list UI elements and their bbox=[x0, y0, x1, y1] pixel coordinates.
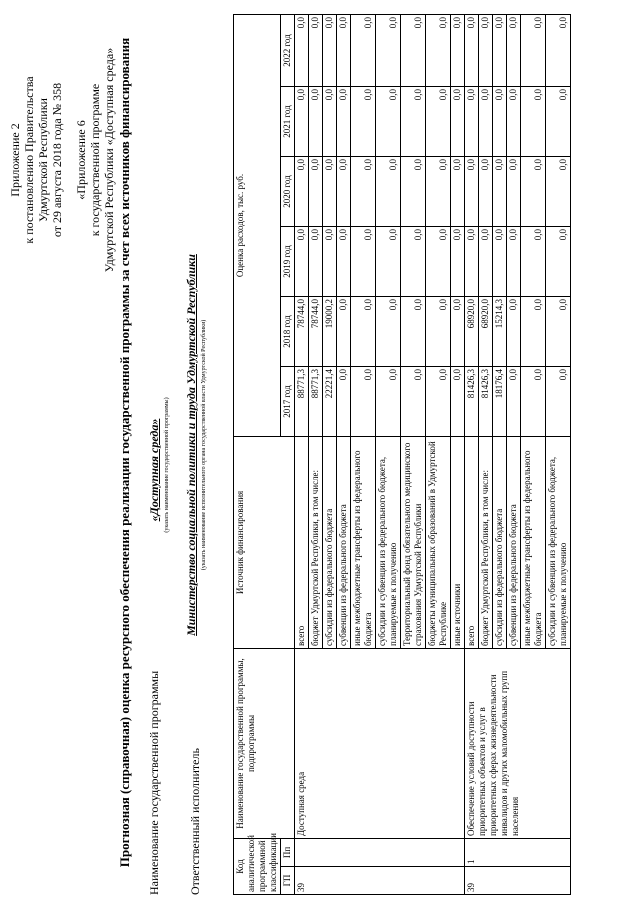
cell-value: 0,0 bbox=[451, 87, 465, 157]
cell-value: 0,0 bbox=[507, 87, 521, 157]
header-year: 2018 год bbox=[281, 297, 295, 367]
cell-value: 0,0 bbox=[546, 227, 571, 297]
cell-value: 0,0 bbox=[507, 227, 521, 297]
header-year: 2019 год bbox=[281, 227, 295, 297]
cell-value: 0,0 bbox=[401, 297, 426, 367]
cell-value: 0,0 bbox=[337, 297, 351, 367]
cell-source: субвенции из федерального бюджета bbox=[337, 437, 351, 649]
appendix-block bbox=[8, 15, 116, 305]
finance-table bbox=[233, 14, 571, 895]
cell-value: 0,0 bbox=[493, 157, 507, 227]
cell-value: 0,0 bbox=[465, 87, 479, 157]
cell-value: 88771,3 bbox=[309, 367, 323, 437]
cell-program-name: Доступная среда bbox=[295, 649, 465, 839]
cell-value: 0,0 bbox=[323, 87, 337, 157]
cell-value: 0,0 bbox=[507, 367, 521, 437]
cell-value: 19000,2 bbox=[323, 297, 337, 367]
executor-label: Ответственный исполнитель bbox=[188, 748, 202, 895]
cell-value: 0,0 bbox=[351, 87, 376, 157]
cell-source: иные межбюджетные трансферты из федерального бюджета bbox=[351, 437, 376, 649]
cell-value: 0,0 bbox=[479, 227, 493, 297]
cell-value: 22221,4 bbox=[323, 367, 337, 437]
cell-value: 0,0 bbox=[451, 297, 465, 367]
cell-value: 0,0 bbox=[295, 227, 309, 297]
cell-value: 0,0 bbox=[351, 367, 376, 437]
cell-source: бюджеты муниципальных образований в Удмуртской Республике bbox=[426, 437, 451, 649]
executor-row bbox=[184, 15, 224, 895]
cell-value: 0,0 bbox=[309, 157, 323, 227]
program-value: «Доступная среда» bbox=[147, 418, 161, 522]
cell-source: субсидии и субвенции из федерального бюджета, планируемые к получению bbox=[376, 437, 401, 649]
appendix-subline: к государственной программе bbox=[88, 83, 102, 237]
cell-source: субвенции из федерального бюджета bbox=[507, 437, 521, 649]
cell-value: 0,0 bbox=[479, 87, 493, 157]
cell-value: 0,0 bbox=[521, 367, 546, 437]
header-pp: Пп bbox=[281, 839, 295, 867]
cell-value: 0,0 bbox=[337, 87, 351, 157]
cell-value: 0,0 bbox=[521, 157, 546, 227]
cell-value: 15214,3 bbox=[493, 297, 507, 367]
cell-value: 88771,3 bbox=[295, 367, 309, 437]
cell-value: 0,0 bbox=[337, 367, 351, 437]
table-row bbox=[295, 15, 309, 895]
cell-value: 0,0 bbox=[493, 227, 507, 297]
appendix-line: Удмуртской Республики bbox=[36, 98, 50, 222]
cell-value: 0,0 bbox=[337, 15, 351, 87]
cell-source: субсидии и субвенции из федерального бюджета, планируемые к получению bbox=[546, 437, 571, 649]
cell-value: 0,0 bbox=[351, 297, 376, 367]
cell-value: 78744,0 bbox=[309, 297, 323, 367]
cell-value: 0,0 bbox=[546, 297, 571, 367]
cell-value: 0,0 bbox=[295, 15, 309, 87]
header-year: 2020 год bbox=[281, 157, 295, 227]
cell-source: иные межбюджетные трансферты из федерального бюджета bbox=[521, 437, 546, 649]
executor-value: Министерство социальной политики и труда Удмуртской Республики bbox=[184, 254, 198, 636]
appendix-line: к постановлению Правительства bbox=[22, 76, 36, 244]
header-name: Наименование государственной программы, подпрограммы bbox=[234, 649, 295, 839]
cell-value: 81426,3 bbox=[465, 367, 479, 437]
cell-value: 0,0 bbox=[426, 367, 451, 437]
cell-value: 0,0 bbox=[451, 227, 465, 297]
cell-source: бюджет Удмуртской Республики, в том числе: bbox=[479, 437, 493, 649]
program-hint: (указать наименование государственной программы) bbox=[164, 397, 170, 533]
cell-value: 0,0 bbox=[401, 227, 426, 297]
cell-value: 0,0 bbox=[323, 227, 337, 297]
cell-value: 0,0 bbox=[426, 227, 451, 297]
header-year: 2021 год bbox=[281, 87, 295, 157]
cell-pp bbox=[295, 839, 465, 867]
cell-value: 0,0 bbox=[546, 15, 571, 87]
appendix-line: Приложение 2 bbox=[8, 123, 22, 197]
cell-value: 68920,0 bbox=[479, 297, 493, 367]
header-estimate: Оценка расходов, тыс. руб. bbox=[234, 15, 281, 437]
cell-value: 0,0 bbox=[401, 157, 426, 227]
cell-value: 0,0 bbox=[493, 15, 507, 87]
cell-value: 0,0 bbox=[521, 297, 546, 367]
cell-value: 0,0 bbox=[479, 157, 493, 227]
cell-value: 0,0 bbox=[451, 15, 465, 87]
cell-value: 0,0 bbox=[426, 297, 451, 367]
executor-hint: (указать наименование исполнительного органа государственной власти Удмуртской Республики) bbox=[201, 319, 207, 571]
cell-value: 0,0 bbox=[465, 157, 479, 227]
cell-value: 0,0 bbox=[426, 15, 451, 87]
cell-value: 0,0 bbox=[401, 367, 426, 437]
cell-value: 0,0 bbox=[351, 15, 376, 87]
cell-source: Территориальный фонд обязательного медицинского страхования Удмуртской Республики bbox=[401, 437, 426, 649]
cell-value: 0,0 bbox=[309, 227, 323, 297]
cell-value: 0,0 bbox=[546, 87, 571, 157]
cell-value: 0,0 bbox=[451, 367, 465, 437]
cell-value: 0,0 bbox=[376, 157, 401, 227]
cell-value: 0,0 bbox=[507, 157, 521, 227]
cell-value: 68920,0 bbox=[465, 297, 479, 367]
program-row bbox=[147, 15, 187, 895]
cell-value: 0,0 bbox=[376, 15, 401, 87]
cell-value: 0,0 bbox=[337, 157, 351, 227]
cell-value: 0,0 bbox=[507, 15, 521, 87]
document-title: Прогнозная (справочная) оценка ресурсного обеспечения реализации государственной программы за счет всех источников финансирования bbox=[117, 37, 132, 868]
cell-value: 0,0 bbox=[401, 15, 426, 87]
cell-value: 18176,4 bbox=[493, 367, 507, 437]
cell-source: иные источники bbox=[451, 437, 465, 649]
cell-source: субсидии из федерального бюджета bbox=[493, 437, 507, 649]
appendix-line: от 29 августа 2018 года № 358 bbox=[50, 82, 64, 238]
table-row bbox=[465, 15, 479, 895]
cell-value: 0,0 bbox=[323, 157, 337, 227]
cell-value: 0,0 bbox=[426, 87, 451, 157]
program-label: Наименование государственной программы bbox=[147, 670, 161, 895]
appendix-subline: «Приложение 6 bbox=[74, 120, 88, 200]
cell-value: 0,0 bbox=[309, 87, 323, 157]
header-year: 2017 год bbox=[281, 367, 295, 437]
cell-value: 0,0 bbox=[546, 157, 571, 227]
cell-source: бюджет Удмуртской Республики, в том числе: bbox=[309, 437, 323, 649]
cell-value: 0,0 bbox=[521, 227, 546, 297]
cell-value: 0,0 bbox=[546, 367, 571, 437]
cell-value: 0,0 bbox=[295, 157, 309, 227]
cell-value: 0,0 bbox=[465, 227, 479, 297]
cell-value: 0,0 bbox=[479, 15, 493, 87]
table-body bbox=[295, 15, 571, 895]
cell-value: 0,0 bbox=[465, 15, 479, 87]
cell-value: 81426,3 bbox=[479, 367, 493, 437]
cell-gp: 39 bbox=[295, 867, 465, 895]
cell-value: 78744,0 bbox=[295, 297, 309, 367]
appendix-subline: Удмуртской Республики «Доступная среда» bbox=[102, 47, 116, 273]
cell-source: всего bbox=[295, 437, 309, 649]
cell-value: 0,0 bbox=[451, 157, 465, 227]
cell-value: 0,0 bbox=[309, 15, 323, 87]
cell-pp: 1 bbox=[465, 839, 571, 867]
cell-value: 0,0 bbox=[493, 87, 507, 157]
cell-value: 0,0 bbox=[426, 157, 451, 227]
header-gp: ГП bbox=[281, 867, 295, 895]
cell-value: 0,0 bbox=[376, 87, 401, 157]
cell-source: всего bbox=[465, 437, 479, 649]
cell-value: 0,0 bbox=[351, 227, 376, 297]
cell-value: 0,0 bbox=[376, 367, 401, 437]
cell-value: 0,0 bbox=[295, 87, 309, 157]
cell-program-name: Обеспечение условий доступности приоритетных объектов и услуг в приоритетных сферах жизнедеятельности инвалидов и других маломобильных групп населения bbox=[465, 649, 571, 839]
cell-value: 0,0 bbox=[521, 15, 546, 87]
cell-value: 0,0 bbox=[376, 297, 401, 367]
cell-value: 0,0 bbox=[323, 15, 337, 87]
cell-value: 0,0 bbox=[521, 87, 546, 157]
cell-value: 0,0 bbox=[507, 297, 521, 367]
header-source: Источник финансирования bbox=[234, 437, 295, 649]
header-code: Код аналитической программной классификации bbox=[234, 839, 281, 895]
cell-value: 0,0 bbox=[376, 227, 401, 297]
header-year: 2022 год bbox=[281, 15, 295, 87]
cell-source: субсидии из федерального бюджета bbox=[323, 437, 337, 649]
cell-value: 0,0 bbox=[337, 227, 351, 297]
cell-gp: 39 bbox=[465, 867, 571, 895]
cell-value: 0,0 bbox=[401, 87, 426, 157]
cell-value: 0,0 bbox=[351, 157, 376, 227]
